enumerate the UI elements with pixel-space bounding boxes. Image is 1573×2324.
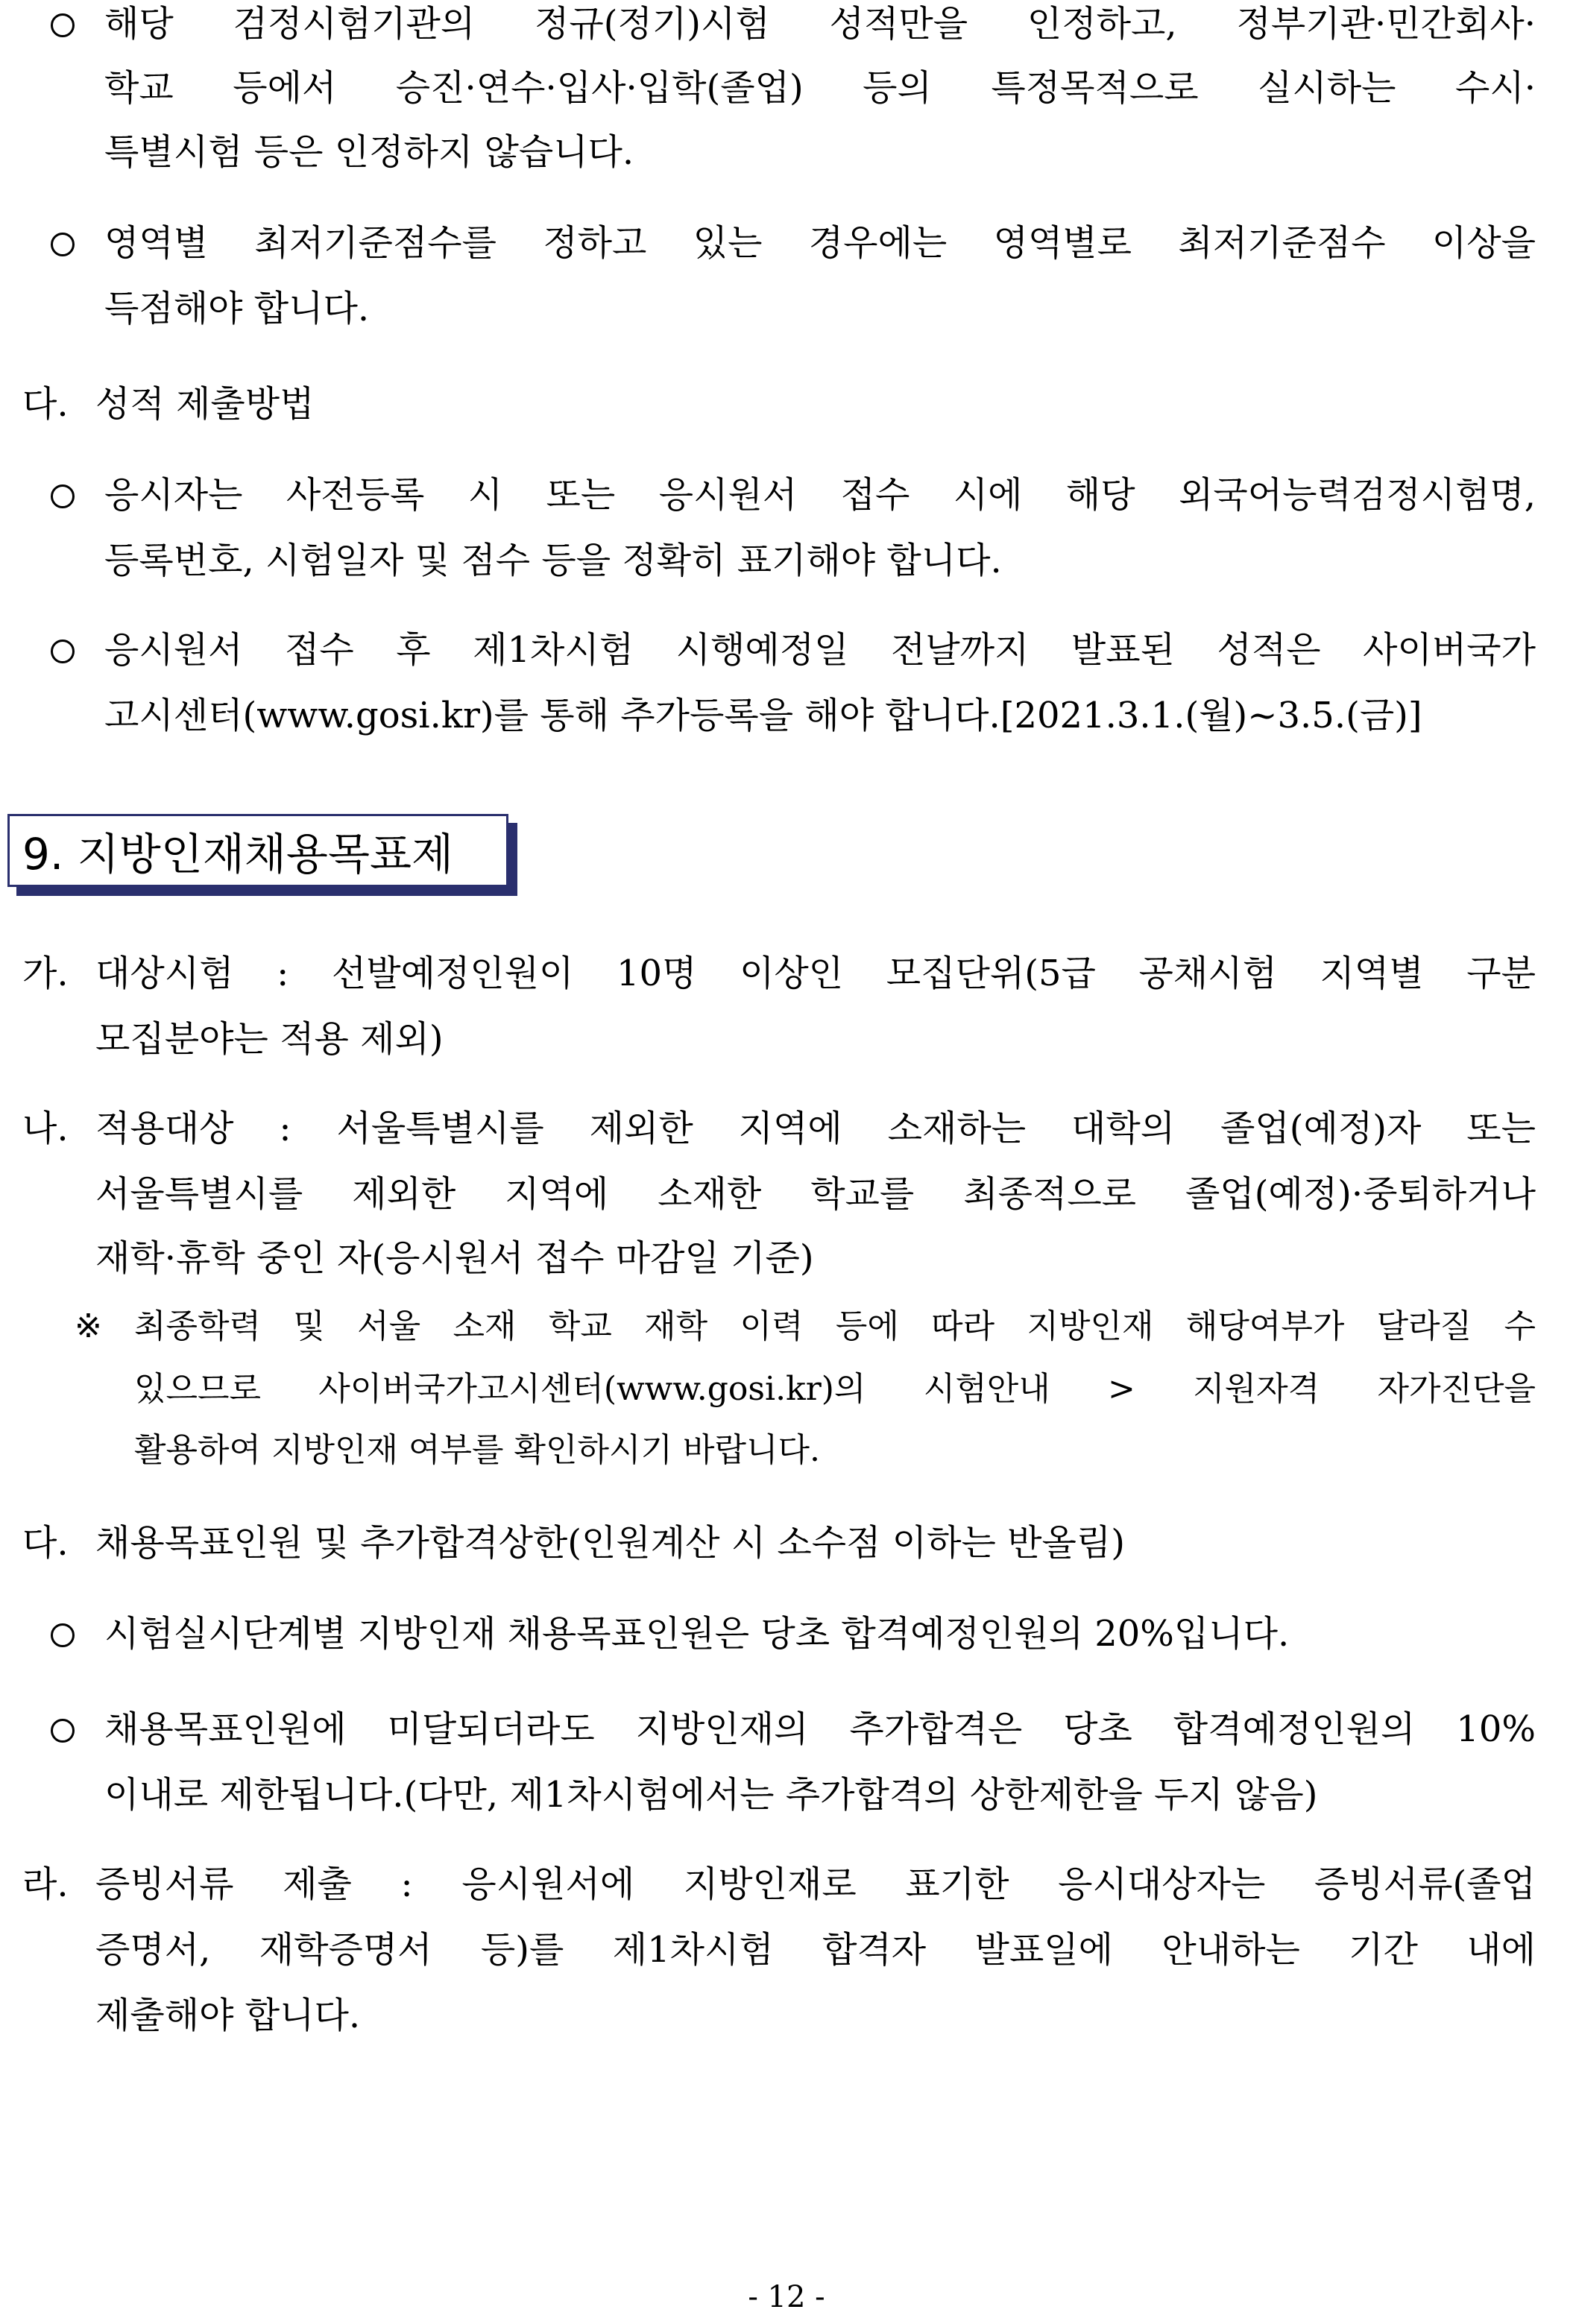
- text-line: 증명서, 재학증명서 등)를 제1차시험 합격자 발표일에 안내하는 기간 내에: [95, 1929, 1536, 1971]
- text-line: 적용대상 : 서울특별시를 제외한 지역에 소재하는 대학의 졸업(예정)자 또는: [95, 1108, 1536, 1149]
- note-line: 활용하여 지방인재 여부를 확인하시기 바랍니다.: [134, 1431, 821, 1469]
- section-marker: 나.: [22, 1108, 69, 1149]
- section-marker: 가.: [22, 953, 69, 994]
- text-line: 영역별 최저기준점수를 정하고 있는 경우에는 영역별로 최저기준점수 이상을: [104, 222, 1536, 264]
- text-line: 고시센터(www.gosi.kr)를 통해 추가등록을 해야 합니다.[2021.3.1.(월)~3.5.(금)]: [104, 695, 1422, 736]
- subheading: 성적 제출방법: [95, 383, 315, 425]
- text-line: 학교 등에서 승진·연수·입사·입학(졸업) 등의 특정목적으로 실시하는 수시·: [104, 67, 1536, 109]
- text-line: 증빙서류 제출 : 응시원서에 지방인재로 표기한 응시대상자는 증빙서류(졸업: [95, 1863, 1536, 1905]
- text-line: 서울특별시를 제외한 지역에 소재한 학교를 최종적으로 졸업(예정)·중퇴하거나: [95, 1173, 1536, 1215]
- circle-bullet-icon: [51, 640, 75, 663]
- section-title: 9. 지방인재채용목표제: [22, 829, 454, 880]
- section-marker: 다.: [22, 383, 69, 425]
- circle-bullet-icon: [51, 1623, 75, 1647]
- text-line: 제출해야 합니다.: [95, 1995, 361, 2036]
- circle-bullet-icon: [51, 1719, 75, 1743]
- circle-bullet-icon: [51, 233, 75, 256]
- text-line: 모집분야는 적용 제외): [95, 1018, 444, 1060]
- text-line: 특별시험 등은 인정하지 않습니다.: [104, 131, 634, 173]
- text-line: 시험실시단계별 지방인재 채용목표인원은 당초 합격예정인원의 20%입니다.: [104, 1613, 1290, 1655]
- text-line: 등록번호, 시험일자 및 점수 등을 정확히 표기해야 합니다.: [104, 540, 1002, 581]
- text-line: 응시원서 접수 후 제1차시험 시행예정일 전날까지 발표된 성적은 사이버국가: [104, 629, 1536, 671]
- circle-bullet-icon: [51, 484, 75, 508]
- section-marker: 라.: [22, 1863, 69, 1905]
- text-line: 득점해야 합니다.: [104, 288, 370, 329]
- subheading: 채용목표인원 및 추가합격상한(인원계산 시 소수점 이하는 반올림): [95, 1522, 1125, 1564]
- text-line: 응시자는 사전등록 시 또는 응시원서 접수 시에 해당 외국어능력검정시험명,: [104, 474, 1536, 516]
- circle-bullet-icon: [51, 13, 75, 37]
- note-line: 최종학력 및 서울 소재 학교 재학 이력 등에 따라 지방인재 해당여부가 달라질 수: [134, 1307, 1536, 1345]
- text-line: 이내로 제한됩니다.(다만, 제1차시험에서는 추가합격의 상한제한을 두지 않음): [104, 1774, 1318, 1816]
- page-number: - 12 -: [748, 2280, 825, 2314]
- section-marker: 다.: [22, 1522, 69, 1564]
- text-line: 대상시험 : 선발예정인원이 10명 이상인 모집단위(5급 공채시험 지역별 구분: [95, 953, 1536, 994]
- text-line: 채용목표인원에 미달되더라도 지방인재의 추가합격은 당초 합격예정인원의 10%: [104, 1708, 1536, 1750]
- text-line: 해당 검정시험기관의 정규(정기)시험 성적만을 인정하고, 정부기관·민간회사·: [104, 3, 1536, 45]
- note-line: 있으므로 사이버국가고시센터(www.gosi.kr)의 시험안내 > 지원자격 자가진단을: [134, 1370, 1536, 1408]
- note-marker: ※: [75, 1307, 102, 1345]
- text-line: 재학·휴학 중인 자(응시원서 접수 마감일 기준): [95, 1237, 814, 1279]
